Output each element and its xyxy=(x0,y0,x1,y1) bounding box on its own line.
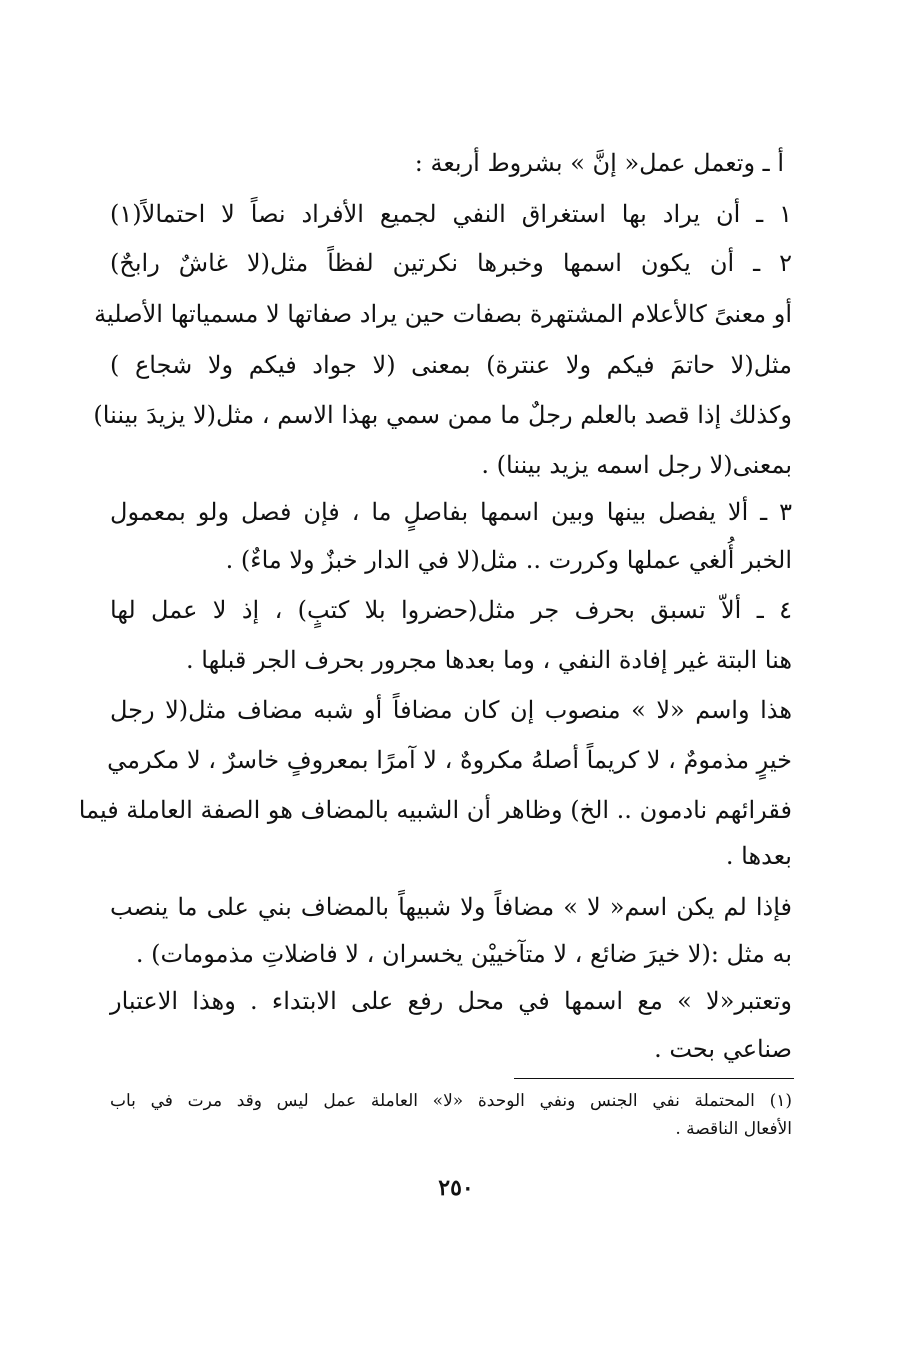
footnote-line: (١) المحتملة نفي الجنس ونفي الوحدة «لا» العاملة عمل ليس وقد مرت في باب xyxy=(110,1091,792,1111)
footnote-divider xyxy=(514,1078,794,1079)
text-line: بمعنى(لا رجل اسمه يزيد بيننا) . xyxy=(481,451,792,479)
text-line: مثل(لا حاتمَ فيكم ولا عنترة) بمعنى (لا جواد فيكم ولا شجاع ) xyxy=(110,351,792,379)
condition-1-line: ١ ـ أن يراد بها استغراق النفي لجميع الأفراد نصاً لا احتمالاً(١) xyxy=(110,200,792,228)
text-line: وكذلك إذا قصد بالعلم رجلٌ ما ممن سمي بهذا الاسم ، مثل(لا يزيدَ بيننا) xyxy=(93,401,792,429)
paragraph-start-line: فإذا لم يكن اسم« لا » مضافاً ولا شبيهاً بالمضاف بني على ما ينصب xyxy=(110,893,792,921)
condition-4-line: ٤ ـ ألاّ تسبق بحرف جر مثل(حضروا بلا كتبٍ) ، إذ لا عمل لها xyxy=(110,596,792,624)
text-line: به مثل :(لا خيرَ ضائع ، لا متآخييْن يخسران ، لا فاضلاتِ مذمومات) . xyxy=(135,940,792,968)
paragraph-start-line: هذا واسم «لا » منصوب إن كان مضافاً أو شبه مضاف مثل(لا رجل xyxy=(110,696,792,724)
footnote-line: الأفعال الناقصة . xyxy=(675,1119,792,1139)
text-line: هنا البتة غير إفادة النفي ، وما بعدها مجرور بحرف الجر قبلها . xyxy=(186,646,792,674)
text-line: خيرٍ مذمومٌ ، لا كريماً أصلهُ مكروهٌ ، لا آمرًا بمعروفٍ خاسرٌ ، لا مكرمي xyxy=(107,746,792,774)
text-line: الخبر أُلغي عملها وكررت .. مثل(لا في الدار خبزٌ ولا ماءٌ) . xyxy=(225,546,792,574)
condition-3-line: ٣ ـ ألا يفصل بينها وبين اسمها بفاصلٍ ما ، فإن فصل ولو بمعمول xyxy=(110,498,792,526)
text-line: فقرائهم نادمون .. الخ) وظاهر أن الشبيه بالمضاف هو الصفة العاملة فيما xyxy=(78,796,792,824)
page-number: ٢٥٠ xyxy=(438,1175,474,1201)
paragraph-start-line: وتعتبر«لا » مع اسمها في محل رفع على الابتداء . وهذا الاعتبار xyxy=(110,987,792,1015)
heading-conditions: أ ـ وتعمل عمل« إنَّ » بشروط أربعة : xyxy=(414,149,784,177)
text-line: أو معنىً كالأعلام المشتهرة بصفات حين يراد صفاتها لا مسمياتها الأصلية xyxy=(94,300,792,328)
text-line: بعدها . xyxy=(725,842,792,870)
condition-2-line: ٢ ـ أن يكون اسمها وخبرها نكرتين لفظاً مثل(لا غاشٌ رابحٌ) xyxy=(110,249,792,277)
text-line: صناعي بحت . xyxy=(654,1035,792,1063)
